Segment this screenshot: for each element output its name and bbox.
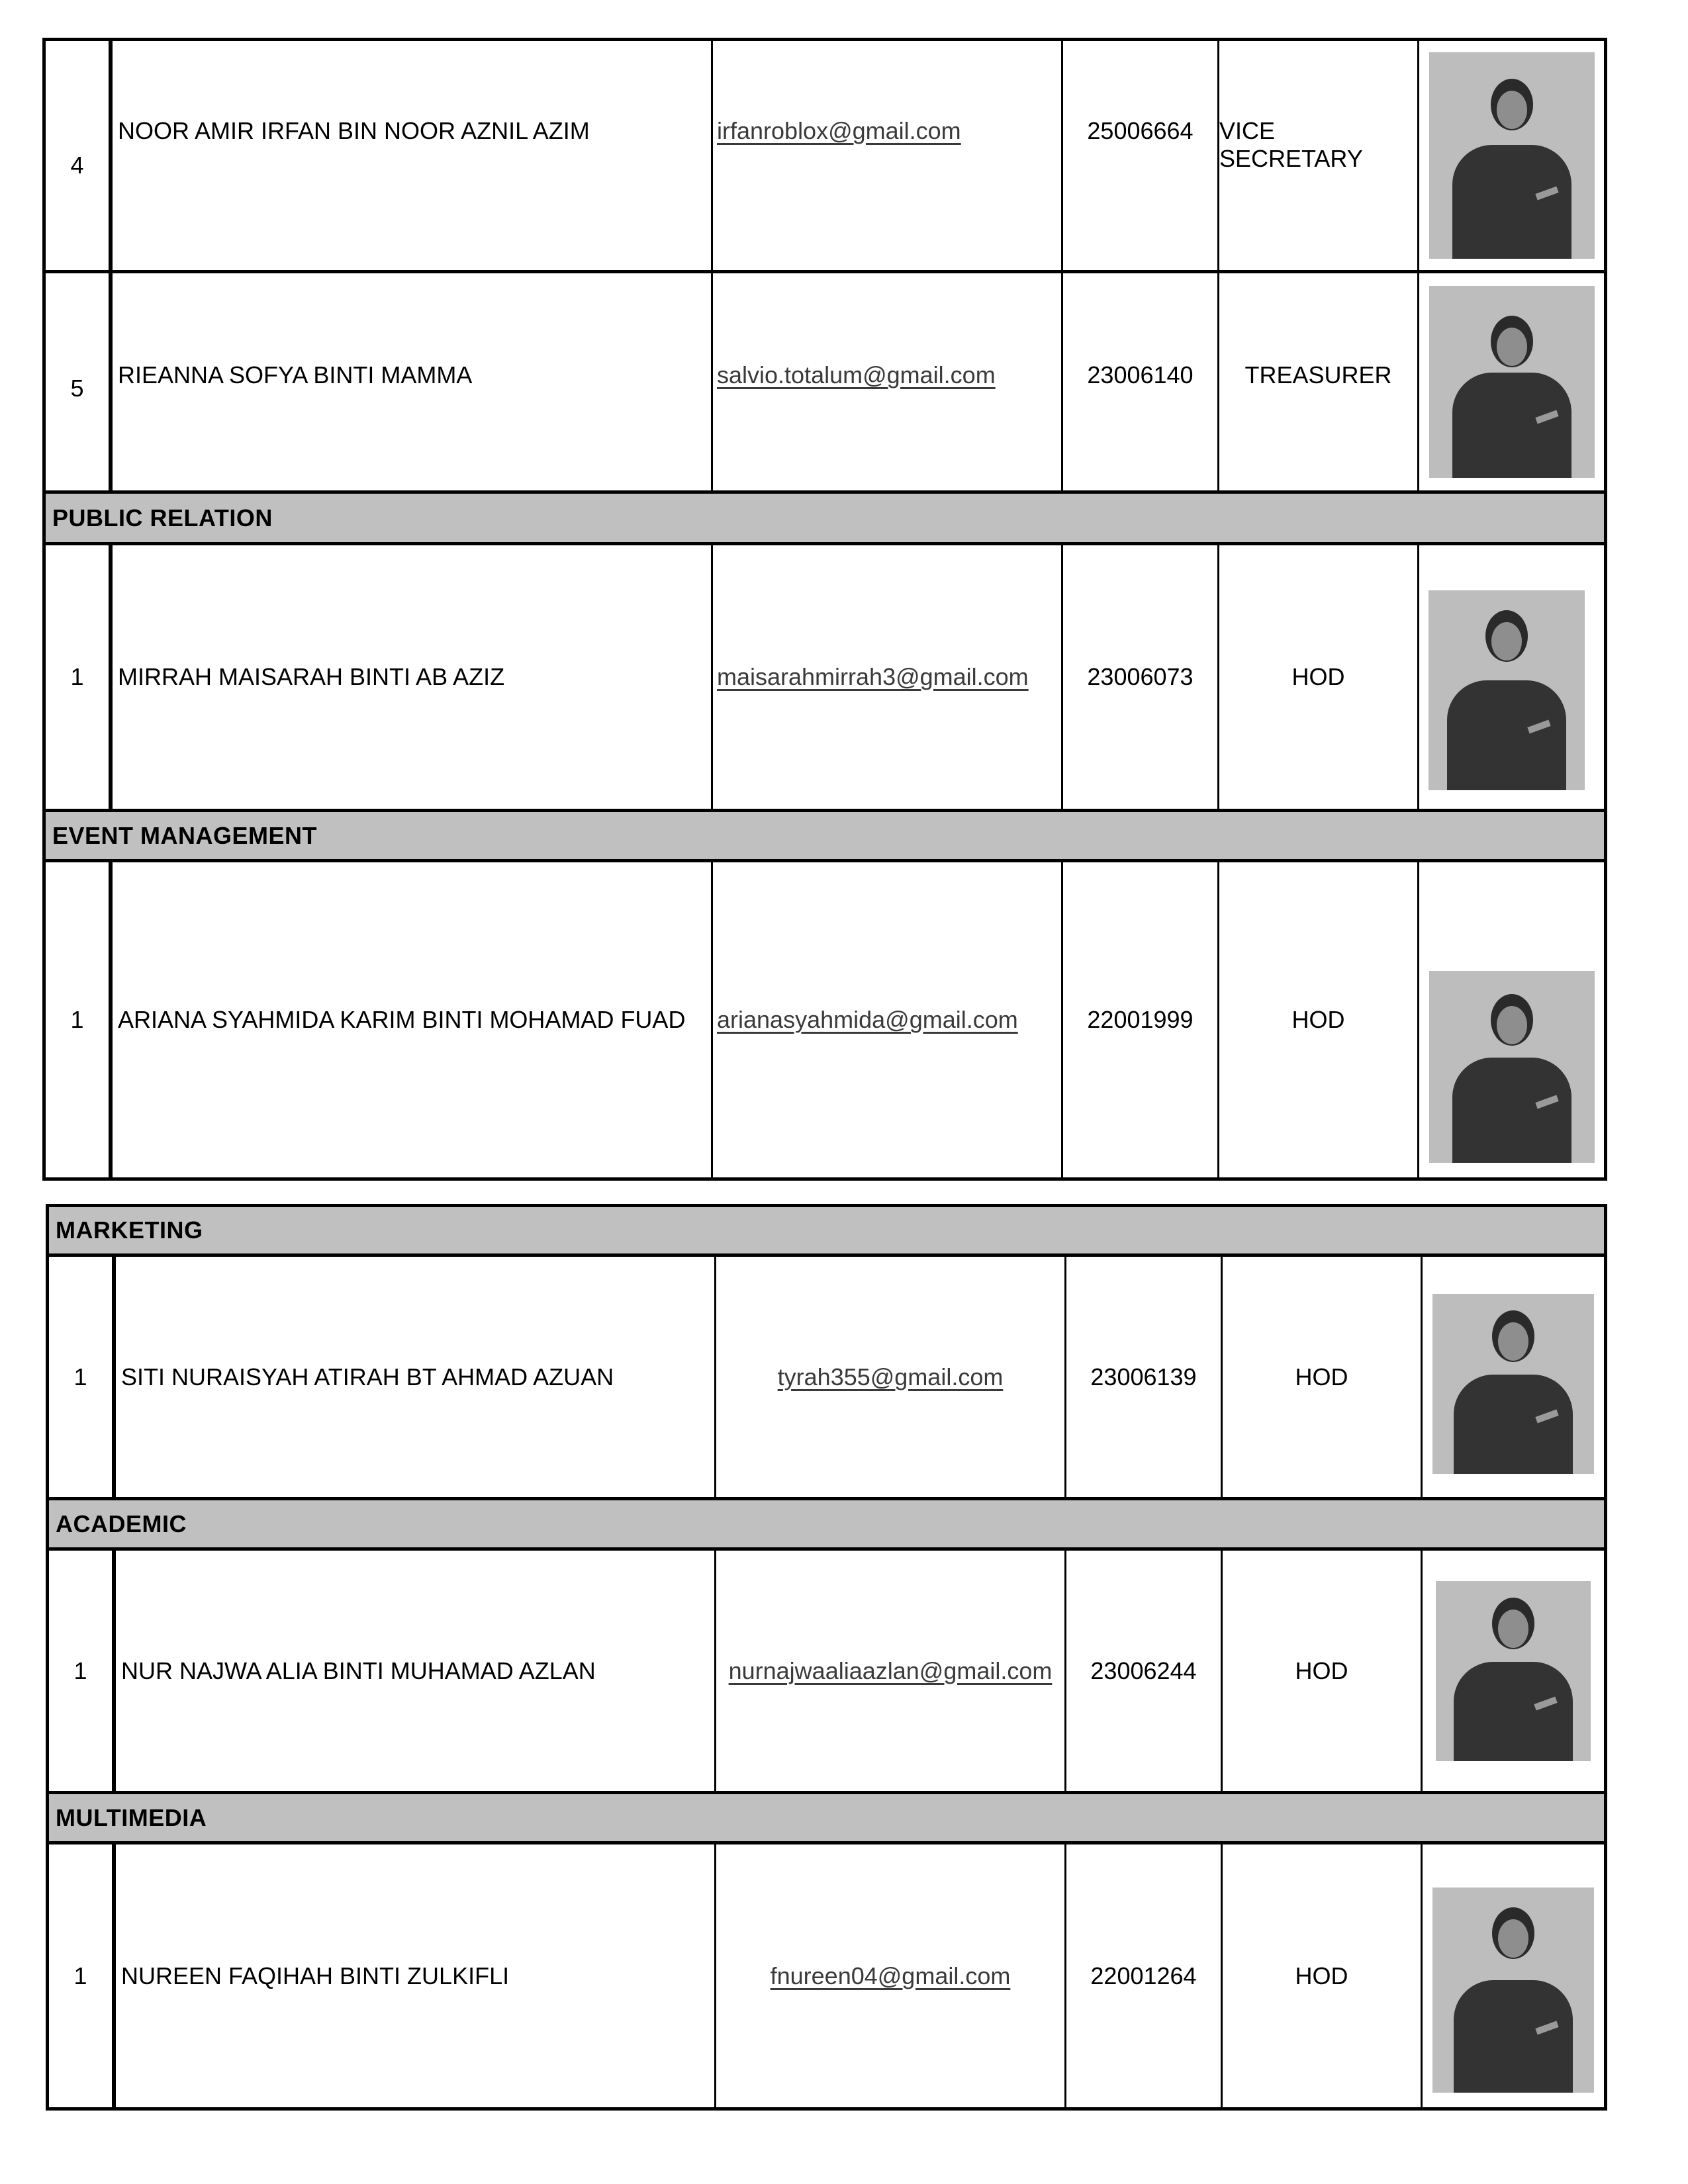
email-link[interactable]: arianasyahmida@gmail.com: [717, 1006, 1018, 1033]
section-header-event-management: [46, 812, 1604, 862]
email-cell: [713, 862, 1063, 1177]
email-link[interactable]: maisarahmirrah3@gmail.com: [717, 663, 1029, 690]
photo-cell: [1423, 1844, 1604, 2107]
section-header-marketing: [49, 1207, 1604, 1257]
photo-cell: [1419, 545, 1604, 809]
member-name: NOOR AMIR IRFAN BIN NOOR AZNIL AZIM: [113, 41, 713, 270]
committee-table-1: [42, 38, 1607, 1181]
student-id: 23006073: [1063, 545, 1219, 809]
member-photo: [1429, 286, 1595, 478]
member-photo: [1432, 1888, 1594, 2093]
table-row: [49, 1257, 1604, 1500]
row-number: 1: [49, 1551, 116, 1791]
row-number: 1: [46, 545, 113, 809]
email-link[interactable]: salvio.totalum@gmail.com: [717, 361, 996, 388]
section-header-academic: [49, 1500, 1604, 1551]
section-title: MARKETING: [56, 1216, 203, 1244]
position: HOD: [1219, 545, 1419, 809]
email-link[interactable]: irfanroblox@gmail.com: [717, 117, 961, 144]
member-name: NUREEN FAQIHAH BINTI ZULKIFLI: [116, 1844, 716, 2107]
member-name: MIRRAH MAISARAH BINTI AB AZIZ: [113, 545, 713, 809]
email-cell: [716, 1257, 1066, 1497]
photo-cell: [1419, 862, 1604, 1177]
member-photo: [1432, 1294, 1594, 1474]
section-header-multimedia: [49, 1794, 1604, 1844]
email-cell: [713, 545, 1063, 809]
student-id: 22001999: [1063, 862, 1219, 1177]
row-number: 1: [49, 1844, 116, 2107]
position: HOD: [1219, 862, 1419, 1177]
member-photo: [1436, 1581, 1591, 1761]
table-row: [46, 273, 1604, 494]
row-number: 1: [49, 1257, 116, 1497]
section-title: PUBLIC RELATION: [52, 504, 273, 531]
position: HOD: [1223, 1844, 1423, 2107]
email-cell: [713, 41, 1063, 270]
table-row: [49, 1844, 1604, 2107]
row-number: 4: [46, 41, 113, 270]
member-photo: [1429, 971, 1595, 1163]
section-header-public-relation: [46, 494, 1604, 545]
photo-cell: [1419, 41, 1604, 270]
member-photo: [1429, 52, 1595, 259]
email-cell: [716, 1844, 1066, 2107]
section-title: MULTIMEDIA: [56, 1803, 207, 1831]
table-row: [49, 1551, 1604, 1794]
member-name: SITI NURAISYAH ATIRAH BT AHMAD AZUAN: [116, 1257, 716, 1497]
committee-table-2: [46, 1204, 1607, 2111]
photo-cell: [1419, 273, 1604, 490]
email-cell: [713, 273, 1063, 490]
position: TREASURER: [1219, 273, 1419, 490]
student-id: 23006139: [1066, 1257, 1223, 1497]
email-link[interactable]: tyrah355@gmail.com: [777, 1363, 1004, 1390]
member-name: NUR NAJWA ALIA BINTI MUHAMAD AZLAN: [116, 1551, 716, 1791]
email-link[interactable]: nurnajwaaliaazlan@gmail.com: [728, 1657, 1053, 1684]
email-cell: [716, 1551, 1066, 1791]
member-name: ARIANA SYAHMIDA KARIM BINTI MOHAMAD FUAD: [113, 862, 713, 1177]
section-title: EVENT MANAGEMENT: [52, 821, 318, 849]
student-id: 22001264: [1066, 1844, 1223, 2107]
student-id: 23006140: [1063, 273, 1219, 490]
table-row: [46, 545, 1604, 812]
email-link[interactable]: fnureen04@gmail.com: [770, 1962, 1011, 1989]
section-title: ACADEMIC: [56, 1510, 187, 1537]
photo-cell: [1423, 1257, 1604, 1497]
table-row: [46, 862, 1604, 1177]
row-number: 1: [46, 862, 113, 1177]
student-id: 25006664: [1063, 41, 1219, 270]
member-name: RIEANNA SOFYA BINTI MAMMA: [113, 273, 713, 490]
photo-cell: [1423, 1551, 1604, 1791]
position: HOD: [1223, 1551, 1423, 1791]
table-row: [46, 41, 1604, 273]
student-id: 23006244: [1066, 1551, 1223, 1791]
row-number: 5: [46, 273, 113, 490]
member-photo: [1429, 590, 1585, 790]
position: HOD: [1223, 1257, 1423, 1497]
position: VICE SECRETARY: [1219, 41, 1419, 270]
